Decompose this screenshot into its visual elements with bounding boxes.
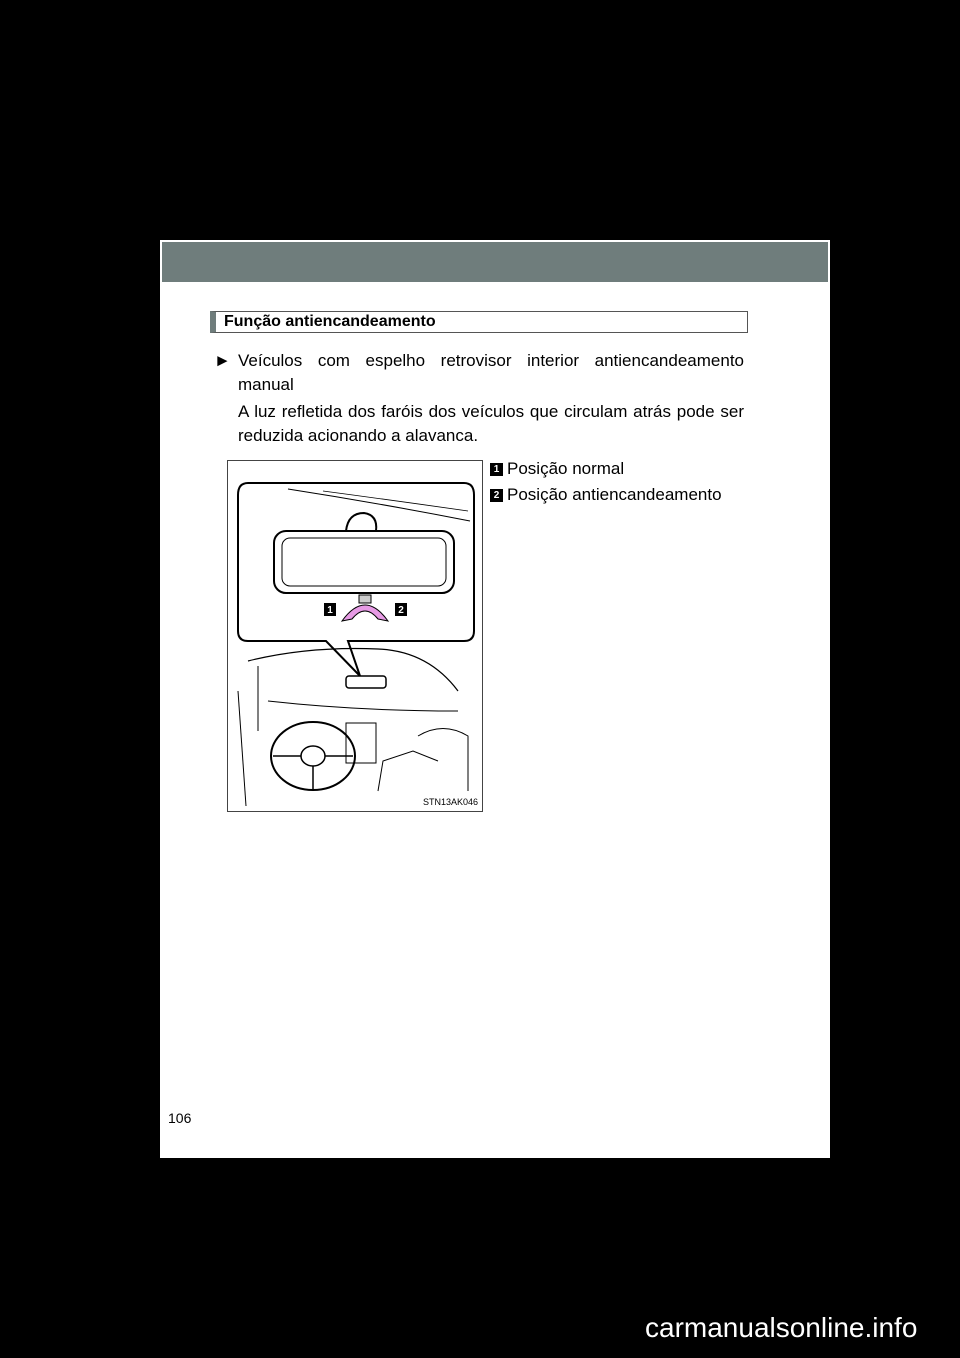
- manual-page: [160, 240, 830, 1158]
- mirror-illustration: [227, 460, 483, 812]
- mirror-shape: [274, 531, 454, 593]
- legend-item-normal: [490, 456, 722, 482]
- number-badge-2: 2: [490, 489, 503, 502]
- legend-label: Posição antiencandeamento: [507, 485, 722, 504]
- legend-label: Posição normal: [507, 459, 625, 478]
- bullet-item: [214, 349, 744, 397]
- section-title: Função antiencandeamento: [210, 311, 748, 333]
- legend-item-antiglare: [490, 482, 722, 508]
- page-number: 106: [168, 1110, 192, 1126]
- watermark: carmanualsonline.info: [645, 1312, 918, 1343]
- bullet-text: Veículos com espelho retrovisor interior antiencandeamento manual: [238, 351, 744, 394]
- callout-2: 2: [398, 605, 404, 616]
- small-mirror: [346, 676, 386, 688]
- mirror-diagram: [228, 461, 482, 811]
- callout-1: 1: [327, 605, 333, 616]
- figure-code: STN13AK046: [422, 797, 478, 807]
- body-paragraph: A luz refletida dos faróis dos veículos que circulam atrás pode ser reduzida acionando a alavanca.: [238, 402, 744, 445]
- legend: [490, 456, 722, 508]
- number-badge-1: 1: [490, 463, 503, 476]
- header-bar: [162, 242, 828, 282]
- triangle-bullet-icon: ►: [214, 351, 231, 370]
